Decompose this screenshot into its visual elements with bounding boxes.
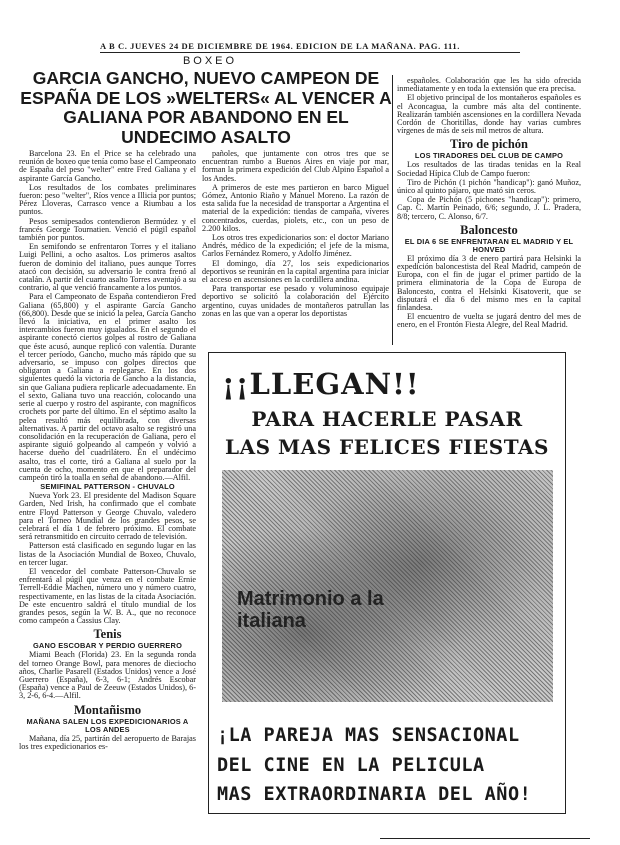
ad-tagline: ¡LA PAREJA MAS SENSACIONAL — [217, 725, 520, 746]
section-heading: Baloncesto — [460, 222, 518, 237]
ad-exclaim: ¡¡LLEGAN!! — [222, 367, 420, 401]
paragraph: Miami Beach (Florida) 23. En la segunda ronda del torneo Orange Bowl, para menores de dieciocho años, Charlie Pasarell (Estados Unidos) vence a José Guerrero (España), 6-3, 6-1; Andrés Escobar (España) vence a Paul de Zeeuw (Estados Unidos), 6-3, 2-6, 6-4.—Alfil. — [19, 650, 196, 701]
paragraph: Copa de Pichón (5 pichones "handicap"): primero, Cap. C. Martín Peinado, 6/6; segundo, J. L. Pradera, 8/8; tercero, C. Alonso, 6/7. — [397, 195, 581, 221]
paragraph: Barcelona 23. En el Price se ha celebrado una reunión de boxeo que tenía como base el Campeonato de España del peso "welter" entre Fred Galiana y el aspirante García Gancho. — [19, 149, 196, 183]
subheading: GANO ESCOBAR Y PERDIO GUERRERO — [32, 641, 183, 651]
paragraph: El próximo día 3 de enero partirá para Helsinki la expedición baloncestista del Real Madrid, campeón de Europa, con el fin de jugar el primer partido de la primera eliminatoria de la Copa de Europa de Baloncesto, contra el Helsinki Kisatoverit, que se disputará el día 6 del mismo mes en la capital finlandesa. — [397, 253, 581, 313]
section-heading: Tiro de pichón — [449, 137, 529, 152]
section-title: BOXEO — [182, 55, 238, 67]
film-still-photo — [222, 470, 553, 702]
subheading: SEMIFINAL PATTERSON - CHUVALO — [40, 482, 175, 492]
paragraph: Nueva York 23. El presidente del Madison Square Garden, Ned Irish, ha confirmado que el combate entre Floyd Patterson y George Chuvalo, valedero para el Torneo Mundial de los grandes pesos, se celebrará el día 1 de febrero próximo. El combate será retransmitido en circuito cerrado de televisión. — [19, 491, 196, 542]
ad-line: PARA HACERLE PASAR — [251, 407, 523, 431]
paragraph: El encuentro de vuelta se jugará dentro del mes de enero, en el Frontón Fiesta Alegre, del Real Madrid. — [397, 312, 581, 330]
paragraph: Mañana, día 25, partirán del aeropuerto de Barajas los tres expedicionarios es- — [19, 733, 196, 751]
headline: GARCIA GANCHO, NUEVO CAMPEON DE ESPAÑA DE LOS »WELTERS« AL VENCER A GALIANA POR ABANDONO EN EL UNDECIMO ASALTO — [20, 68, 392, 147]
subheading: MAÑANA SALEN LOS EXPEDICIONARIOS A LOS ANDES — [26, 716, 189, 734]
paragraph: Patterson está clasificado en segundo lugar en las listas de la Asociación Mundial de Boxeo, Chuvalo, en tercer lugar. — [19, 541, 196, 567]
ad-line: LAS MAS FELICES FIESTAS — [225, 435, 549, 459]
paragraph: En semifondo se enfrentaron Torres y el italiano Luigi Pellini, a ocho asaltos. Los primeros asaltos fueron de dominio del italiano, pues aunque Torres atacó con decisión, su adversario le contra frenó al catalán. A partir del cuarto asalto Torres aventajó a su contrario, al que venció francamente a los puntos. — [19, 242, 196, 293]
section-heading: Montañismo — [73, 702, 142, 717]
paragraph: El vencedor del combate Patterson-Chuvalo se enfrentará al púgil que venza en el combate Ernie Terrell-Eddie Machen, número uno y número cuatro, respectivamente, en las listas de la citada Asociación. De este encuentro saldrá el título mundial de los grandes pesos, según la W. B. A., que no reconoce como campeón a Cassius Clay. — [19, 566, 196, 626]
paragraph: españoles. Colaboración que les ha sido ofrecida inmediatamente y en toda la extensión que era precisa. — [397, 76, 581, 94]
paragraph: Los resultados de las tiradas tenidas en la Real Sociedad Hípica Club de Campo fueron: — [397, 160, 581, 178]
paragraph: A primeros de este mes partieron en barco Miguel Gómez, Antonio Riaño y Manuel Moreno. La razón de esta salida fue la necesidad de transportar a Argentina el material de la expedición: tiendas de campaña, víveres concentrados, cuerdas, piolets, etc., con un peso de 2.200 kilos. — [202, 182, 389, 233]
ad-tagline: DEL CINE EN LA PELICULA — [217, 755, 485, 776]
paragraph: Para transportar ese pesado y voluminoso equipaje deportivo se solicitó la colaboración del Ejército argentino, cuyas unidades de montañeros patrullan las zonas en las que van a operar los deportistas — [202, 284, 389, 318]
paragraph: pañoles, que juntamente con otros tres que se encuentran rumbo a Buenos Aires en viaje por mar, forman la primera expedición del Club Alpino Español a los Andes. — [202, 149, 389, 183]
section-heading: Tenis — [93, 627, 122, 642]
divider — [380, 838, 590, 839]
paragraph: Pesos semipesados contendieron Bermúdez y el francés George Tournatien. Venció el púgil español también por puntos. — [19, 216, 196, 243]
subheading: EL DIA 6 SE ENFRENTARAN EL MADRID Y EL HONVED — [404, 236, 574, 254]
page-header: A B C. JUEVES 24 DE DICIEMBRE DE 1964. EDICION DE LA MAÑANA. PAG. 111. — [100, 41, 520, 53]
middle-column — [202, 150, 389, 318]
photo-caption: Matrimonio a la italiana — [237, 588, 384, 632]
paragraph: El domingo, día 27, los seis expedicionarios deportivos se reunirán en la capital argentina para iniciar el acceso en ascensiones en la cordillera andina. — [202, 258, 389, 285]
column-divider — [392, 75, 393, 345]
paragraph: Tiro de Pichón (1 pichón "handicap"): ganó Muñoz, único al quinto pájaro, que mató sin ceros. — [397, 177, 581, 196]
film-advertisement — [208, 352, 566, 814]
paragraph: Los resultados de los combates preliminares fueron: peso "welter", Ríos vence a Illicia por puntos; Pérez Lloveras, Carrasco vence a Riumbau a los puntos. — [19, 182, 196, 217]
right-column — [397, 77, 581, 330]
left-column — [19, 150, 196, 751]
paragraph: El objetivo principal de los montañeros españoles es el Aconcagua, la cumbre más alta del continente. Realizarán también ascensiones en la cordillera Nevada Cordón de Choritillas, donde hay varias cumbres vírgenes de más de seis mil metros de altura. — [397, 93, 581, 136]
paragraph: Los otros tres expedicionarios son: el doctor Mariano Andrés, médico de la expedición; el jefe de la misma, Carlos Fernández Romero, y Adolfo Jiménez. — [202, 233, 389, 259]
paragraph: Para el Campeonato de España contendieron Fred Galiana (65,800) y el aspirante García Gancho (66,800). Desde que se inició la pelea, García Gancho llevó la iniciativa, en el primer asalto los intercambios fueron muy igualados. En el segundo el aspirante conectó ciertos golpes al rostro de Galiana que éste acusó, aunque replicó con valentía. Durante el tercer período, Gancho, mucho más rápido que su adversario, se impuso con golpes directos que obligaron a Galiana a replegarse. En los dos siguientes quedó la victoria de Gancho a la distancia, sin que Galiana pudiera replicarle adecuadamente. En el sexto, Galiana tuvo una reacción, colocando una serie al cuerpo y rostro del aspirante, con magníficos crochets por parte del último. En el séptimo asalto la pelea resultó más equilibrada, con diversas alternativas. A partir del octavo asalto se registró una consolidación en la recuperación de Galiana, pero el aspirante siguió golpeando al campeón y volvió a hacerse dueño del cuadrilátero. En el undécimo asalto, tras el corte, tiró a Galiana al suelo por la cuenta de ocho, momento en que el preparador del campeón tiró la toalla en señal de abandono.—Alfil. — [19, 292, 196, 482]
subheading: LOS TIRADORES DEL CLUB DE CAMPO — [414, 151, 564, 161]
ad-tagline: MAS EXTRAORDINARIA DEL AÑO! — [217, 784, 532, 805]
